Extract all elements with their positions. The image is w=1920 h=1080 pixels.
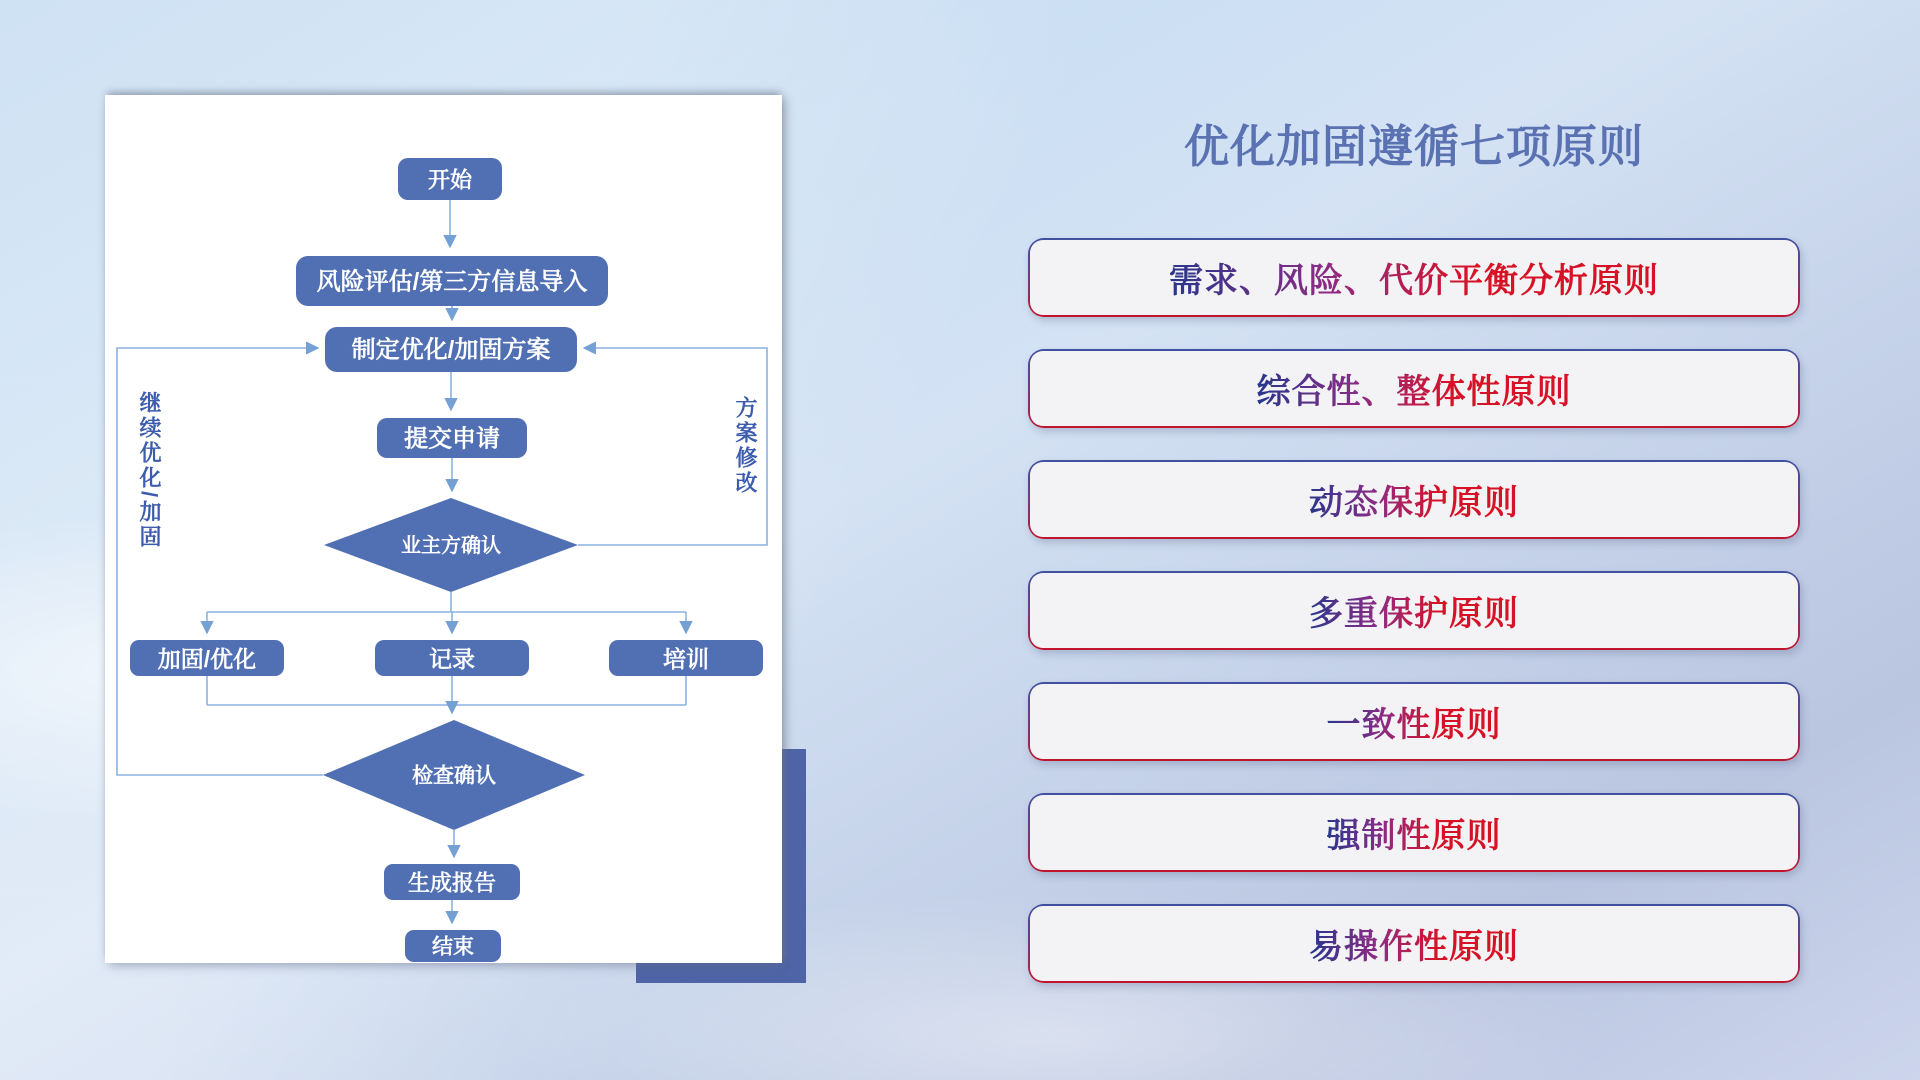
flow-edge-label-continue: 继续优化/加固 [137, 391, 162, 551]
principle-box-5 [1028, 682, 1800, 761]
principle-box-4 [1028, 571, 1800, 650]
flow-node-harden-label: 加固/优化 [157, 646, 257, 672]
principle-text-5: 一致性原则 [1327, 697, 1502, 746]
flow-node-record-label: 记录 [429, 646, 475, 672]
principle-box-3 [1028, 460, 1800, 539]
principle-text-6: 强制性原则 [1327, 808, 1502, 857]
principle-text-3: 动态保护原则 [1309, 475, 1519, 524]
principle-text-1: 需求、风险、代价平衡分析原则 [1169, 253, 1659, 302]
principle-box-6 [1028, 793, 1800, 872]
flow-node-end-label: 结束 [432, 935, 474, 959]
principle-box-2 [1028, 349, 1800, 428]
page-title: 优化加固遵循七项原则 [1183, 121, 1644, 172]
flow-node-training-label: 培训 [663, 646, 709, 672]
flowchart-card [105, 95, 782, 963]
flow-nodes [130, 158, 763, 962]
flow-node-risk-import-label: 风险评估/第三方信息导入 [316, 268, 588, 296]
flow-node-make-plan-label: 制定优化/加固方案 [351, 336, 551, 364]
flow-node-owner-confirm-label: 业主方确认 [401, 535, 501, 557]
principle-box-1 [1028, 238, 1800, 317]
principle-text-7: 易操作性原则 [1309, 919, 1519, 968]
flow-node-check-confirm-label: 检查确认 [412, 764, 496, 788]
flow-node-report-label: 生成报告 [407, 870, 497, 896]
principle-text-2: 综合性、整体性原则 [1257, 364, 1572, 413]
flow-node-start-label: 开始 [427, 167, 473, 193]
principle-text-4: 多重保护原则 [1309, 586, 1519, 635]
flowchart [105, 95, 782, 963]
principle-box-7 [1028, 904, 1800, 983]
flow-edge-label-revise: 方案修改 [733, 396, 758, 496]
flow-node-submit-label: 提交申请 [404, 425, 500, 453]
